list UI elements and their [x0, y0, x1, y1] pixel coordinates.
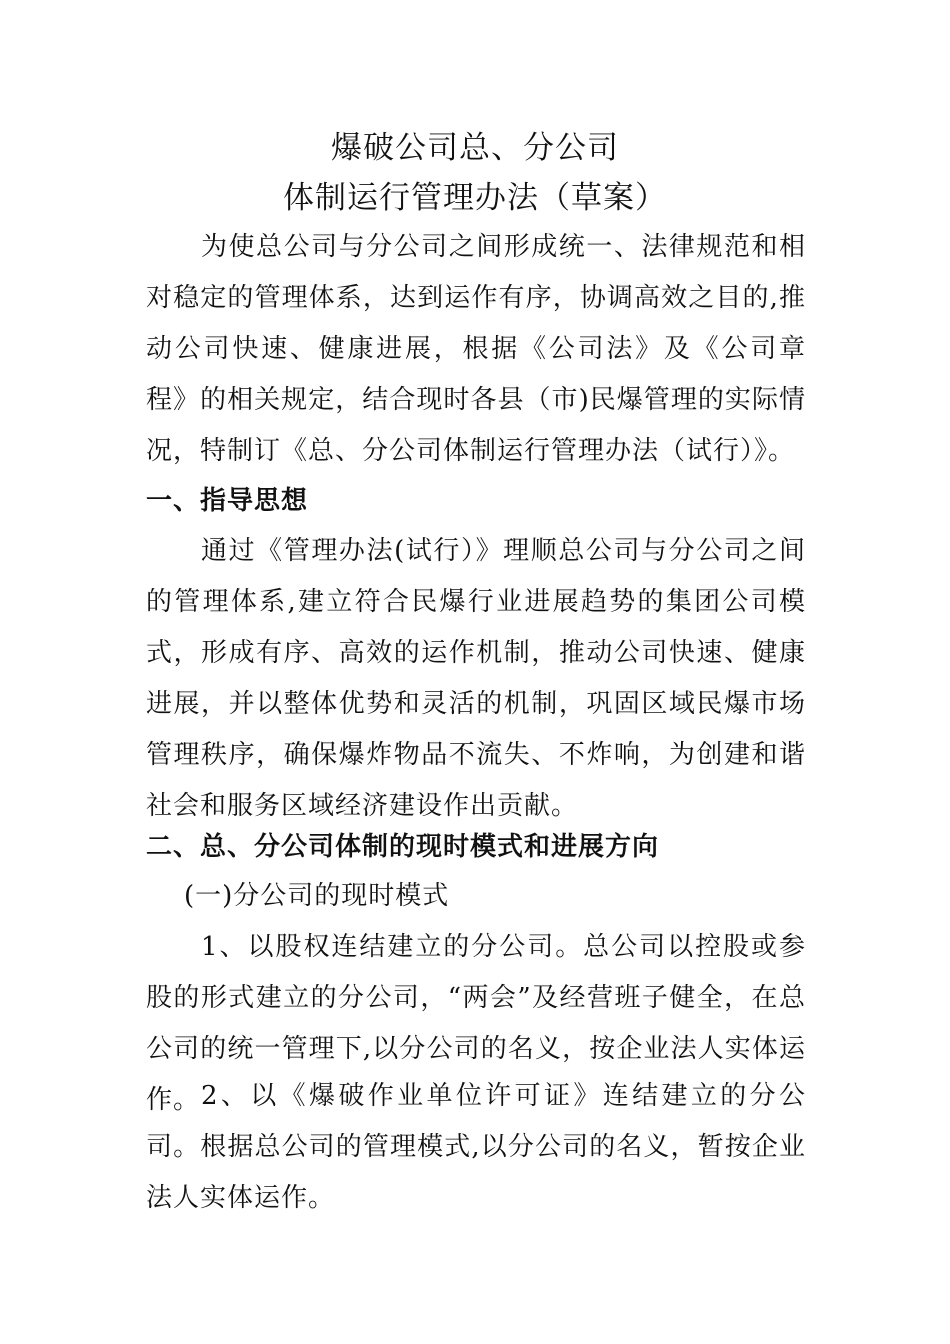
section2-subheading: (一)分公司的现时模式: [184, 881, 450, 911]
intro-paragraph: 为使总公司与分公司之间形成统一、法律规范和相对稳定的管理体系，达到运作有序，协调高效之目的,推动公司快速、健康进展，根据《公司法》及《公司章程》的相关规定，结合现时各县（市)民爆管理的实际情况，特制订《总、分公司体制运行管理办法（试行）》。: [146, 232, 806, 466]
section2-item1-paragraph: 1、以股权连结建立的分公司。总公司以控股或参股的形式建立的分公司，“两会”及经营班子健全，在总公司的统一管理下,以分公司的名义，按企业法人实体运作。: [146, 932, 806, 1115]
section1-paragraph: 通过《管理办法(试行）》理顺总公司与分公司之间的管理体系,建立符合民爆行业进展趋势的集团公司模式，形成有序、高效的运作机制，推动公司快速、健康进展，并以整体优势和灵活的机制，巩固区域民爆市场管理秩序，确保爆炸物品不流失、不炸响，为创建和谐社会和服务区域经济建设作出贡献。: [146, 536, 806, 821]
section2-item2-paragraph: 2、以《爆破作业单位许可证》连结建立的分公司。根据总公司的管理模式,以分公司的名义，暂按企业法人实体运作。: [146, 1081, 806, 1213]
section1-heading: 一、指导思想: [146, 486, 309, 516]
section2-heading: 二、总、分公司体制的现时模式和进展方向: [146, 832, 660, 862]
document-title-line1: 爆破公司总、分公司: [331, 130, 619, 166]
document-title-line2: 体制运行管理办法（草案）: [283, 180, 667, 216]
